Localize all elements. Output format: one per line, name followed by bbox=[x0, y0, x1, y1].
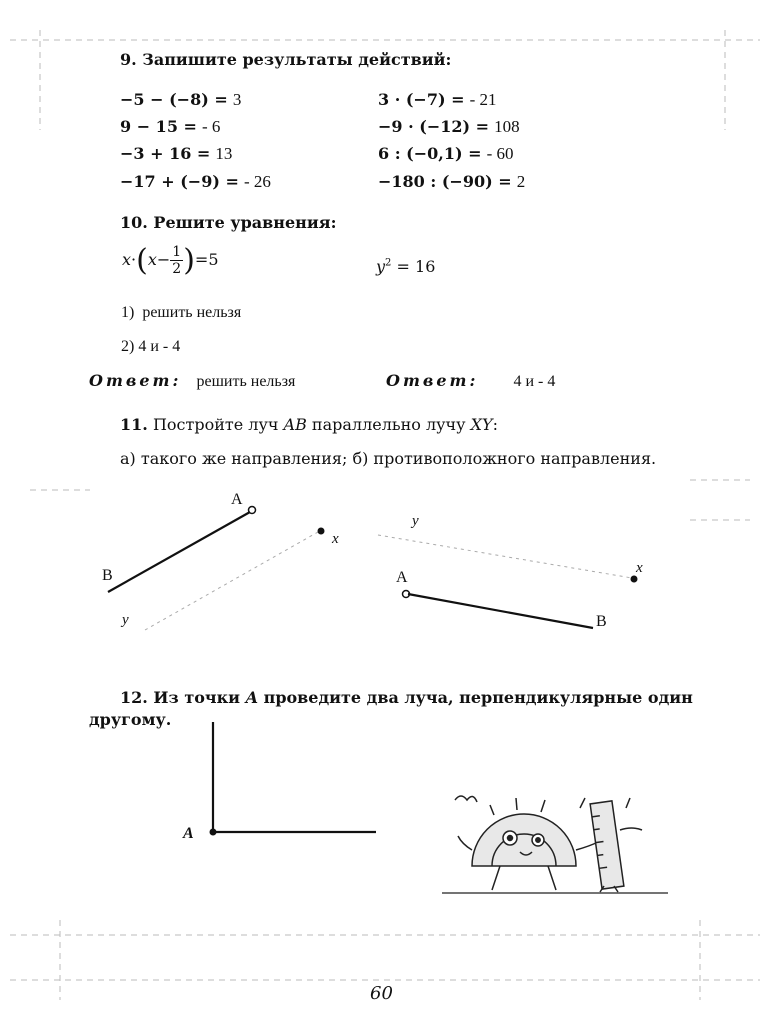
problem-12-line-1: 12. Из точки A проведите два луча, перпендикулярные один bbox=[120, 688, 693, 707]
problem-9-right-row: −180 : (−90) = 2 bbox=[378, 172, 526, 191]
label-a: A bbox=[231, 491, 243, 508]
handwritten-answer: - 60 bbox=[486, 144, 514, 163]
problem-9-left-row: −17 + (−9) = - 26 bbox=[120, 172, 271, 191]
label-x: x bbox=[332, 531, 339, 547]
handwritten-answer: 2 bbox=[516, 172, 526, 191]
handwritten-answer: 108 bbox=[494, 117, 520, 136]
answer-row-2: Ответ: 4 и - 4 bbox=[386, 371, 556, 390]
label-y: y bbox=[122, 612, 129, 628]
problem-9-left-row: −3 + 16 = 13 bbox=[120, 144, 233, 163]
equation-2: $y^2 = 16$ bbox=[376, 257, 436, 276]
fraction-one-half: $\frac{1}{2}$ bbox=[172, 244, 182, 277]
page-number: 60 bbox=[370, 983, 393, 1004]
label-a: A bbox=[396, 569, 408, 586]
work-line-2: 2) 4 и - 4 bbox=[121, 338, 181, 355]
handwritten-answer: - 26 bbox=[243, 172, 271, 191]
label-y: y bbox=[412, 513, 419, 529]
handwritten-answer: - 21 bbox=[469, 90, 497, 109]
problem-12-line-2: другому. bbox=[89, 710, 172, 729]
handwritten-answer: 13 bbox=[215, 144, 233, 163]
work-line-1: 1) решить нельзя bbox=[121, 304, 242, 321]
answer-row-1: Ответ: решить нельзя bbox=[89, 371, 296, 390]
problem-9-left-row: 9 − 15 = - 6 bbox=[120, 117, 221, 136]
equation-1: x·(x− $\frac{1}{2}$ )=5 bbox=[122, 243, 219, 278]
problem-11-subtitle: а) такого же направления; б) противоположного направления. bbox=[120, 449, 657, 468]
problem-10-heading: 10. Решите уравнения: bbox=[120, 213, 337, 232]
label-b: B bbox=[102, 567, 113, 584]
problem-11-heading: 11. Постройте луч AB параллельно лучу XY: bbox=[120, 415, 498, 434]
problem-9-right-row: 6 : (−0,1) = - 60 bbox=[378, 144, 514, 163]
handwritten-answer: 3 bbox=[232, 90, 242, 109]
handwritten-answer: - 6 bbox=[202, 117, 221, 136]
label-b: B bbox=[596, 613, 607, 630]
label-x: x bbox=[636, 560, 643, 576]
problem-9-heading: 9. Запишите результаты действий: bbox=[120, 50, 452, 69]
problem-9-right-row: 3 · (−7) = - 21 bbox=[378, 90, 497, 109]
problem-9-right-row: −9 · (−12) = 108 bbox=[378, 117, 520, 136]
problem-9-left-row: −5 − (−8) = 3 bbox=[120, 90, 242, 109]
label-a: A bbox=[183, 825, 194, 842]
